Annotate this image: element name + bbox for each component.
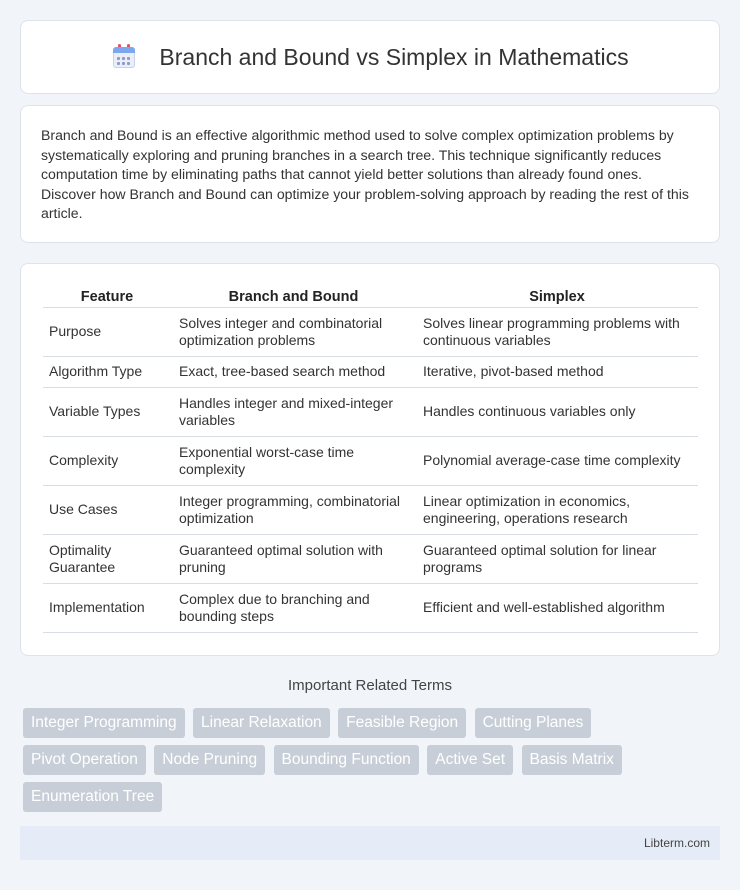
simplex-cell: Solves linear programming problems with continuous variables	[416, 308, 698, 357]
header-feature: Feature	[43, 286, 171, 308]
branch-and-bound-cell: Handles integer and mixed-integer variables	[171, 388, 416, 437]
feature-cell: Optimality Guarantee	[43, 535, 171, 584]
header-simplex: Simplex	[416, 286, 698, 308]
tag-active-set[interactable]: Active Set	[427, 745, 513, 775]
feature-cell: Complexity	[43, 437, 171, 486]
branch-and-bound-cell: Solves integer and combinatorial optimization problems	[171, 308, 416, 357]
page-title: Branch and Bound vs Simplex in Mathematics	[159, 43, 629, 70]
tag-integer-programming[interactable]: Integer Programming	[23, 708, 185, 738]
tag-pivot-operation[interactable]: Pivot Operation	[23, 745, 146, 775]
footer	[20, 826, 720, 860]
table-row	[43, 357, 698, 388]
tag-cutting-planes[interactable]: Cutting Planes	[475, 708, 592, 738]
simplex-cell: Iterative, pivot-based method	[416, 357, 698, 388]
table-row	[43, 584, 698, 633]
comparison-table	[43, 286, 698, 633]
comparison-card	[20, 263, 720, 656]
footer-site-link[interactable]: Libterm.com	[643, 836, 710, 850]
simplex-cell: Efficient and well-established algorithm	[416, 584, 698, 633]
table-row	[43, 535, 698, 584]
table-row	[43, 308, 698, 357]
simplex-cell: Handles continuous variables only	[416, 388, 698, 437]
header-card	[20, 20, 720, 94]
tag-basis-matrix[interactable]: Basis Matrix	[522, 745, 622, 775]
intro-card	[20, 105, 720, 243]
table-row	[43, 437, 698, 486]
related-terms-title: Important Related Terms	[288, 677, 452, 694]
branch-and-bound-cell: Exact, tree-based search method	[171, 357, 416, 388]
simplex-cell: Polynomial average-case time complexity	[416, 437, 698, 486]
branch-and-bound-cell: Complex due to branching and bounding steps	[171, 584, 416, 633]
calendar-icon	[111, 44, 137, 70]
tag-node-pruning[interactable]: Node Pruning	[154, 745, 265, 775]
table-row	[43, 388, 698, 437]
feature-cell: Algorithm Type	[43, 357, 171, 388]
feature-cell: Purpose	[43, 308, 171, 357]
tag-linear-relaxation[interactable]: Linear Relaxation	[193, 708, 330, 738]
table-header-row	[43, 286, 698, 308]
tag-bounding-function[interactable]: Bounding Function	[274, 745, 419, 775]
branch-and-bound-cell: Integer programming, combinatorial optimization	[171, 486, 416, 535]
header-branch-and-bound: Branch and Bound	[171, 286, 416, 308]
feature-cell: Variable Types	[43, 388, 171, 437]
tag-enumeration-tree[interactable]: Enumeration Tree	[23, 782, 162, 812]
branch-and-bound-cell: Exponential worst-case time complexity	[171, 437, 416, 486]
related-terms-list	[23, 708, 723, 819]
feature-cell: Implementation	[43, 584, 171, 633]
tag-feasible-region[interactable]: Feasible Region	[338, 708, 466, 738]
intro-text: Branch and Bound is an effective algorithmic method used to solve complex optimization problems by systematically exploring and pruning branches in a search tree. This technique significantly reduces computation time by eliminating paths that cannot yield better solutions than already found ones. Discover how Branch and Bound can optimize your problem-solving approach by reading the rest of this article.	[41, 127, 689, 221]
branch-and-bound-cell: Guaranteed optimal solution with pruning	[171, 535, 416, 584]
simplex-cell: Linear optimization in economics, engineering, operations research	[416, 486, 698, 535]
simplex-cell: Guaranteed optimal solution for linear programs	[416, 535, 698, 584]
table-row	[43, 486, 698, 535]
feature-cell: Use Cases	[43, 486, 171, 535]
